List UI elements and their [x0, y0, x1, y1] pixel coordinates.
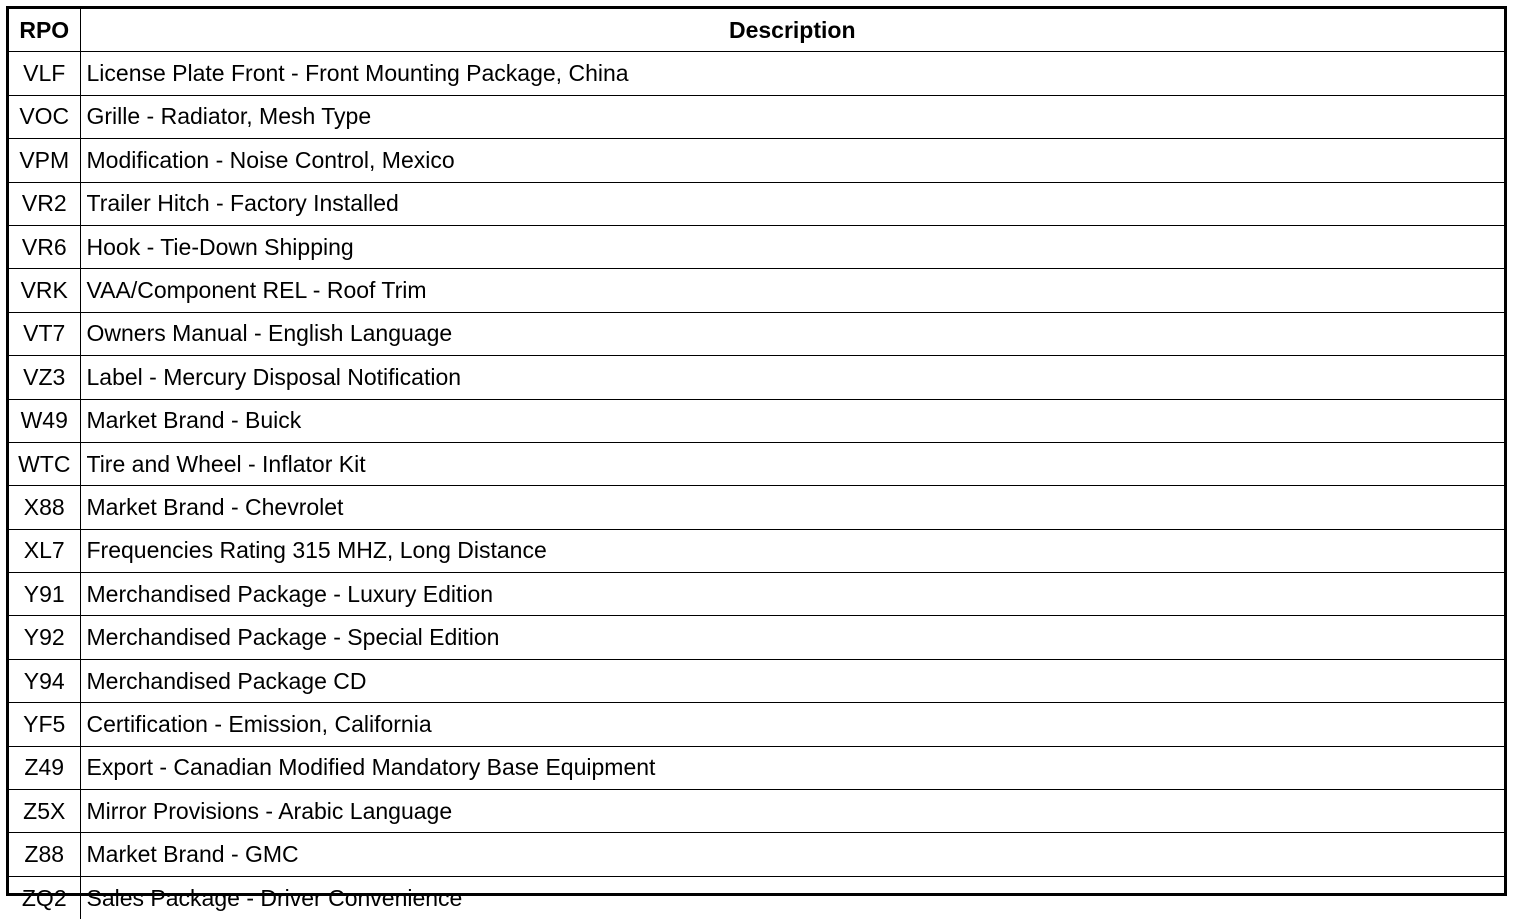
table-row [9, 616, 1504, 659]
table-row [9, 529, 1504, 572]
table-row [9, 312, 1504, 355]
table-row [9, 52, 1504, 95]
description-cell: Modification - Noise Control, Mexico [80, 139, 1504, 182]
table-row [9, 225, 1504, 268]
rpo-code-cell: X88 [9, 486, 80, 529]
rpo-code-cell: VLF [9, 52, 80, 95]
description-cell: Merchandised Package CD [80, 659, 1504, 702]
description-cell: Grille - Radiator, Mesh Type [80, 95, 1504, 138]
description-cell: Merchandised Package - Special Edition [80, 616, 1504, 659]
rpo-code-cell: VPM [9, 139, 80, 182]
description-cell: Sales Package - Driver Convenience [80, 876, 1504, 919]
rpo-code-cell: W49 [9, 399, 80, 442]
table-row [9, 876, 1504, 919]
description-cell: Hook - Tie-Down Shipping [80, 225, 1504, 268]
description-cell: Owners Manual - English Language [80, 312, 1504, 355]
rpo-code-cell: VR6 [9, 225, 80, 268]
table-row [9, 442, 1504, 485]
table-row [9, 139, 1504, 182]
table-row [9, 790, 1504, 833]
column-header-description: Description [80, 9, 1504, 52]
description-cell: Market Brand - Chevrolet [80, 486, 1504, 529]
table-row [9, 399, 1504, 442]
rpo-code-cell: YF5 [9, 703, 80, 746]
table-row [9, 746, 1504, 789]
table-row [9, 486, 1504, 529]
rpo-code-cell: VRK [9, 269, 80, 312]
table-row [9, 269, 1504, 312]
description-cell: Export - Canadian Modified Mandatory Base Equipment [80, 746, 1504, 789]
table-header-row [9, 9, 1504, 52]
table-row [9, 182, 1504, 225]
description-cell: Merchandised Package - Luxury Edition [80, 573, 1504, 616]
table-row [9, 95, 1504, 138]
description-cell: Frequencies Rating 315 MHZ, Long Distance [80, 529, 1504, 572]
rpo-code-cell: Y94 [9, 659, 80, 702]
rpo-code-cell: XL7 [9, 529, 80, 572]
description-cell: Mirror Provisions - Arabic Language [80, 790, 1504, 833]
rpo-code-cell: ZQ2 [9, 876, 80, 919]
description-cell: Certification - Emission, California [80, 703, 1504, 746]
rpo-table-container [6, 6, 1507, 911]
table-row [9, 703, 1504, 746]
rpo-code-cell: Z49 [9, 746, 80, 789]
rpo-code-cell: Z5X [9, 790, 80, 833]
rpo-code-cell: WTC [9, 442, 80, 485]
description-cell: License Plate Front - Front Mounting Package, China [80, 52, 1504, 95]
table-row [9, 356, 1504, 399]
table-row [9, 573, 1504, 616]
rpo-code-cell: VOC [9, 95, 80, 138]
rpo-code-cell: VT7 [9, 312, 80, 355]
rpo-code-cell: VR2 [9, 182, 80, 225]
table-row [9, 833, 1504, 876]
description-cell: Tire and Wheel - Inflator Kit [80, 442, 1504, 485]
column-header-rpo: RPO [9, 9, 80, 52]
rpo-table [9, 9, 1504, 919]
description-cell: VAA/Component REL - Roof Trim [80, 269, 1504, 312]
description-cell: Market Brand - Buick [80, 399, 1504, 442]
rpo-code-cell: Y92 [9, 616, 80, 659]
table-row [9, 659, 1504, 702]
rpo-code-cell: Z88 [9, 833, 80, 876]
description-cell: Market Brand - GMC [80, 833, 1504, 876]
rpo-code-cell: VZ3 [9, 356, 80, 399]
description-cell: Trailer Hitch - Factory Installed [80, 182, 1504, 225]
description-cell: Label - Mercury Disposal Notification [80, 356, 1504, 399]
rpo-code-cell: Y91 [9, 573, 80, 616]
